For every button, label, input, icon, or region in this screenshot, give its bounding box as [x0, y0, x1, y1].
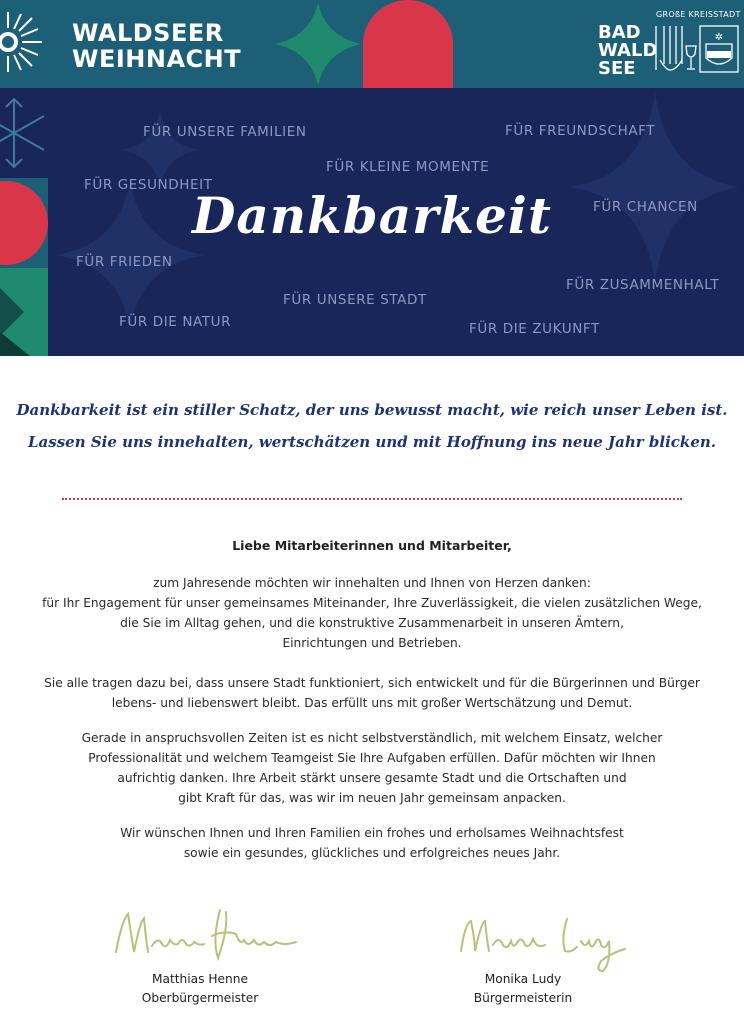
- word-zusammenhalt: FÜR ZUSAMMENHALT: [566, 277, 720, 293]
- logo-kreisstadt: GROßE KREISSTADT: [656, 10, 741, 19]
- green-triangles-tile: [0, 268, 48, 356]
- word-zukunft: FÜR DIE ZUKUNFT: [469, 321, 600, 337]
- word-kleine-momente: FÜR KLEINE MOMENTE: [326, 159, 490, 175]
- logo-city-name: BAD WALD SEE: [598, 22, 658, 79]
- brand-line-2: WEIHNACHT: [72, 45, 242, 73]
- signatory-henne-title: Oberbürgermeister: [141, 991, 259, 1005]
- signatory-henne-name: Matthias Henne: [152, 972, 248, 986]
- quote-line-2: Lassen Sie uns innehalten, wertschätzen und mit Hoffnung ins neue Jahr blicken.: [28, 433, 716, 451]
- red-arch-tile: [363, 0, 453, 88]
- signature-ludy: [455, 905, 635, 975]
- snowflake-icon: [0, 88, 48, 178]
- word-unsere-stadt: FÜR UNSERE STADT: [283, 292, 427, 308]
- letter-paragraph-2: Sie alle tragen dazu bei, dass unsere Stadt funktioniert, sich entwickelt und für die Bürgerinnen und Bürger lebens- und liebenswert bleibt. Das erfüllt uns mit großer Wertschätzung und Demut.: [44, 676, 700, 710]
- word-freundschaft: FÜR FREUNDSCHAFT: [505, 123, 656, 139]
- letter-salutation: Liebe Mitarbeiterinnen und Mitarbeiter,: [232, 538, 512, 553]
- quote-line-1: Dankbarkeit ist ein stiller Schatz, der uns bewusst macht, wie reich unser Leben ist.: [16, 401, 728, 419]
- green-star-tile: [273, 0, 363, 88]
- svg-text:✲: ✲: [714, 32, 724, 43]
- word-chancen: FÜR CHANCEN: [593, 199, 698, 215]
- signatory-henne: [80, 970, 320, 1008]
- word-familien: FÜR UNSERE FAMILIEN: [143, 124, 307, 140]
- letter-paragraph-3: Gerade in anspruchsvollen Zeiten ist es nicht selbstverständlich, mit welchem Einsatz, welcher Professionalität und welchem Teamgeist Sie Ihre Aufgaben erfüllen. Dafür möchten wir Ihnen aufrichtig danken. Ihre Arbeit stärkt unsere gesamte Stadt und die Ortschaften und gibt Kraft für das, was wir im neuen Jahr gemeinsam anpacken.: [81, 731, 663, 805]
- teal-strip-tile: [453, 0, 598, 88]
- signatory-ludy-name: Monika Ludy: [484, 972, 562, 986]
- letter-paragraph-1: zum Jahresende möchten wir innehalten und Ihnen von Herzen danken: für Ihr Engagement für unser gemeinsames Miteinander, Ihre Zuverlässigkeit, die vielen zusätzlichen Wege, die Sie im Alltag gehen, und die konstruktive Zusammenarbeit in unseren Ämtern, Einrichtungen und Betrieben.: [42, 576, 702, 650]
- signatory-ludy-title: Bürgermeisterin: [473, 991, 573, 1005]
- header-banner: [0, 0, 744, 356]
- word-natur: FÜR DIE NATUR: [119, 314, 232, 330]
- logo-emblem-icon: [654, 24, 740, 80]
- brand-line-1: WALDSEER: [72, 19, 224, 47]
- dotted-divider: [62, 498, 682, 500]
- letter-paragraph-4: Wir wünschen Ihnen und Ihren Familien ein frohes und erholsames Weihnachtsfest sowie ein gesundes, glückliches und erfolgreiches neues Jahr.: [120, 826, 624, 860]
- city-logo: [598, 10, 740, 80]
- headline-dankbarkeit: Dankbarkeit: [192, 186, 552, 245]
- brand-title: [72, 20, 241, 72]
- word-gesundheit: FÜR GESUNDHEIT: [84, 177, 213, 193]
- sunburst-icon: [0, 0, 50, 88]
- signature-henne: [108, 900, 308, 970]
- word-frieden: FÜR FRIEDEN: [76, 254, 173, 270]
- signatory-ludy: [403, 970, 643, 1008]
